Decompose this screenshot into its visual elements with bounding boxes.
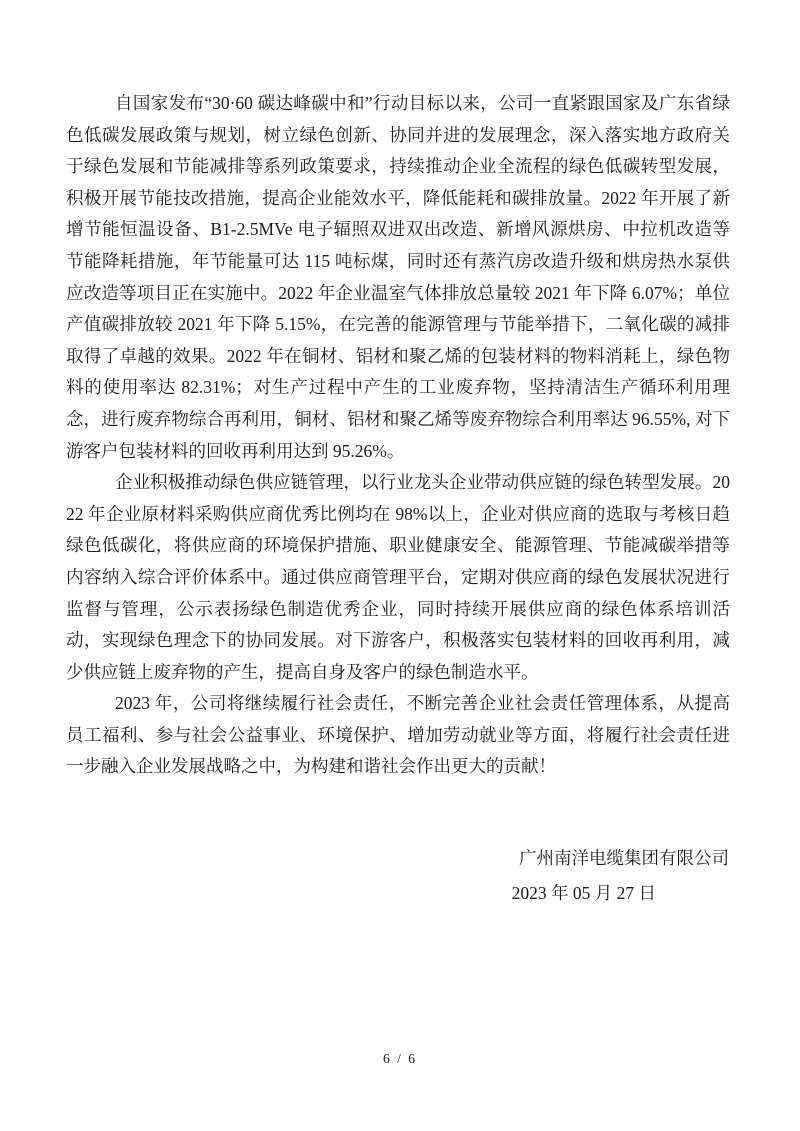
body-paragraph-1: 自国家发布“30·60 碳达峰碳中和”行动目标以来，公司一直紧跟国家及广东省绿色低碳发展政策与规划，树立绿色创新、协同并进的发展理念，深入落实地方政府关于绿色发展和节能减排等系列政策要求，持续推动企业全流程的绿色低碳转型发展，积极开展节能技改措施，提高企业能效水平，降低能耗和碳排放量。2022 年开展了新增节能恒温设备、B1-2.5MVe 电子辐照双进双出改造、新增风源烘房、中拉机改造等节能降耗措施，年节能量可达 115 吨标煤，同时还有蒸汽房改造升级和烘房热水泵供应改造等项目正在实施中。2022 年企业温室气体排放总量较 2021 年下降 6.07%；单位产值碳排放较 2021 年下降 5.15%，在完善的能源管理与节能举措下，二氧化碳的减排取得了卓越的效果。2022 年在铜材、铝材和聚乙烯的包装材料的物料消耗上，绿色物料的使用率达 82.31%；对生产过程中产生的工业废弃物，坚持清洁生产循环利用理念，进行废弃物综合再利用，铜材、铝材和聚乙烯等废弃物综合利用率达 96.55%, 对下游客户包装材料的回收再利用达到 95.26%。 — [66, 93, 730, 461]
body-paragraph-2: 企业积极推动绿色供应链管理，以行业龙头企业带动供应链的绿色转型发展。2022 年企业原材料采购供应商优秀比例均在 98%以上，企业对供应商的选取与考核日趋绿色低碳化，将供应商的环境保护措施、职业健康安全、能源管理、节能减碳举措等内容纳入综合评价体系中。通过供应商管理平台，定期对供应商的绿色发展状况进行监督与管理，公示表扬绿色制造优秀企业，同时持续开展供应商的绿色体系培训活动，实现绿色理念下的协同发展。对下游客户，积极落实包装材料的回收再利用，减少供应链上废弃物的产生，提高自身及客户的绿色制造水平。 — [66, 472, 730, 682]
signature-company-name: 广州南洋电缆集团有限公司 — [519, 848, 729, 869]
page-number: 6 / 6 — [382, 1051, 417, 1066]
signature-block — [66, 841, 730, 911]
signature-date: 2023 年 05 月 27 日 — [511, 883, 656, 904]
document-body — [66, 88, 730, 911]
body-paragraph-3: 2023 年，公司将继续履行社会责任，不断完善企业社会责任管理体系，从提高员工福利、参与社会公益事业、环境保护、增加劳动就业等方面，将履行社会责任进一步融入企业发展战略之中，为构建和谐社会作出更大的贡献！ — [66, 693, 730, 777]
